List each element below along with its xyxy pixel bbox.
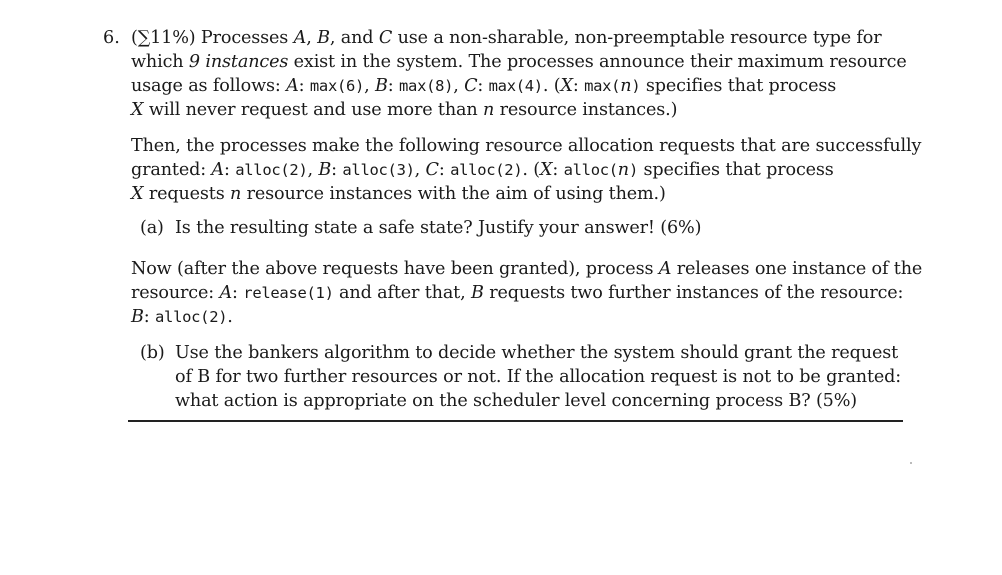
text-run: requests (143, 184, 231, 204)
release-line-2 (131, 281, 903, 305)
math-variable: n (230, 184, 242, 204)
text-run: : (143, 307, 156, 327)
text-run: (∑11%) Processes (131, 28, 294, 48)
code-text: max( (584, 77, 621, 95)
math-variable: A (286, 76, 299, 96)
math-variable: A (219, 283, 233, 303)
math-variable: X (131, 184, 144, 204)
text-run: : (552, 160, 564, 180)
intro-line-1 (131, 26, 881, 50)
code-text: ) (628, 161, 639, 179)
text-run: Now (after the above requests have been granted), process (131, 259, 659, 279)
code-text: alloc(2) (235, 161, 308, 179)
text-run: granted: (131, 160, 212, 180)
math-variable: A (658, 259, 672, 279)
code-text: max(6) (309, 77, 365, 95)
text-run: . ( (522, 160, 540, 180)
text-run: and after that, (333, 283, 471, 303)
code-text: alloc(3) (342, 161, 415, 179)
math-variable: C (378, 28, 393, 48)
code-text: alloc(2) (155, 308, 228, 326)
text-run: , and (329, 28, 379, 48)
part-b-line-1: Use the bankers algorithm to decide whether the system should grant the request (175, 343, 898, 363)
code-text: release(1) (243, 284, 334, 302)
text-run: : (572, 76, 585, 96)
math-variable: A (293, 28, 307, 48)
text-run: resource: (131, 283, 220, 303)
text-run: , (364, 76, 375, 96)
code-text: max(8) (399, 77, 454, 95)
text-run: usage as follows: (131, 76, 287, 96)
math-variable: n (617, 160, 629, 180)
code-text: alloc(2) (450, 161, 523, 179)
text-run: requests two further instances of the resource: (483, 283, 904, 303)
alloc-line-3 (131, 182, 666, 206)
text-run: : (477, 76, 489, 96)
math-variable: n (620, 76, 632, 96)
text-run: specifies that process (638, 160, 834, 180)
text-run: , (307, 160, 319, 180)
part-b-label: (b) (140, 343, 165, 363)
text-run: will never request and use more than (143, 100, 483, 120)
question-number: 6. (103, 28, 120, 48)
release-line-1 (131, 257, 922, 281)
scan-speck (910, 462, 912, 464)
text-run: specifies that process (640, 76, 837, 96)
math-variable: C (464, 76, 478, 96)
text-run: which (131, 52, 189, 72)
math-variable: B (318, 160, 332, 180)
release-line-3 (131, 305, 233, 329)
part-b-line-2: of B for two further resources or not. If the allocation request is not to be granted: (175, 367, 902, 387)
text-run: : (232, 283, 244, 303)
alloc-line-1 (131, 134, 921, 158)
text-run: : (331, 160, 343, 180)
math-variable: A (211, 160, 224, 180)
text-run: use a non-sharable, non-preemptable resource type for (392, 28, 882, 48)
text-run: , (453, 76, 465, 96)
math-variable: B (131, 307, 144, 327)
math-variable: B (470, 283, 484, 303)
part-b-line-3: what action is appropriate on the scheduler level concerning process B? (5%) (175, 391, 857, 411)
intro-line-2 (131, 50, 907, 74)
text-run: resource instances.) (494, 100, 678, 120)
code-text: ) (631, 77, 641, 95)
part-a-label: (a) (140, 218, 164, 238)
code-text: alloc( (563, 161, 618, 179)
text-run: , (414, 160, 426, 180)
math-variable: B (374, 76, 388, 96)
intro-line-3 (131, 74, 836, 98)
text-run: : (223, 160, 236, 180)
text-run: . (227, 307, 233, 327)
math-variable: n (482, 100, 495, 120)
text-run: : (298, 76, 310, 96)
text-run: releases one instance of the (671, 259, 923, 279)
text-run: : (387, 76, 399, 96)
text-run: : (438, 160, 451, 180)
math-variable: X (560, 76, 573, 96)
horizontal-rule (128, 420, 903, 422)
text-run: Then, the processes make the following resource allocation requests that are successfully (131, 136, 922, 156)
text-run: resource instances with the aim of using them.) (241, 184, 666, 204)
math-variable: C (425, 160, 439, 180)
math-variable: B (317, 28, 330, 48)
math-variable: X (131, 100, 144, 120)
text-run: exist in the system. The processes announce their maximum resource (288, 52, 907, 72)
code-text: max(4) (488, 77, 543, 95)
alloc-line-2 (131, 158, 834, 182)
intro-line-4 (131, 98, 677, 122)
part-a-text: Is the resulting state a safe state? Justify your answer! (6%) (175, 218, 702, 238)
text-run: , (306, 28, 318, 48)
math-variable: 9 instances (188, 52, 289, 72)
math-variable: X (539, 160, 553, 180)
text-run: . ( (542, 76, 561, 96)
